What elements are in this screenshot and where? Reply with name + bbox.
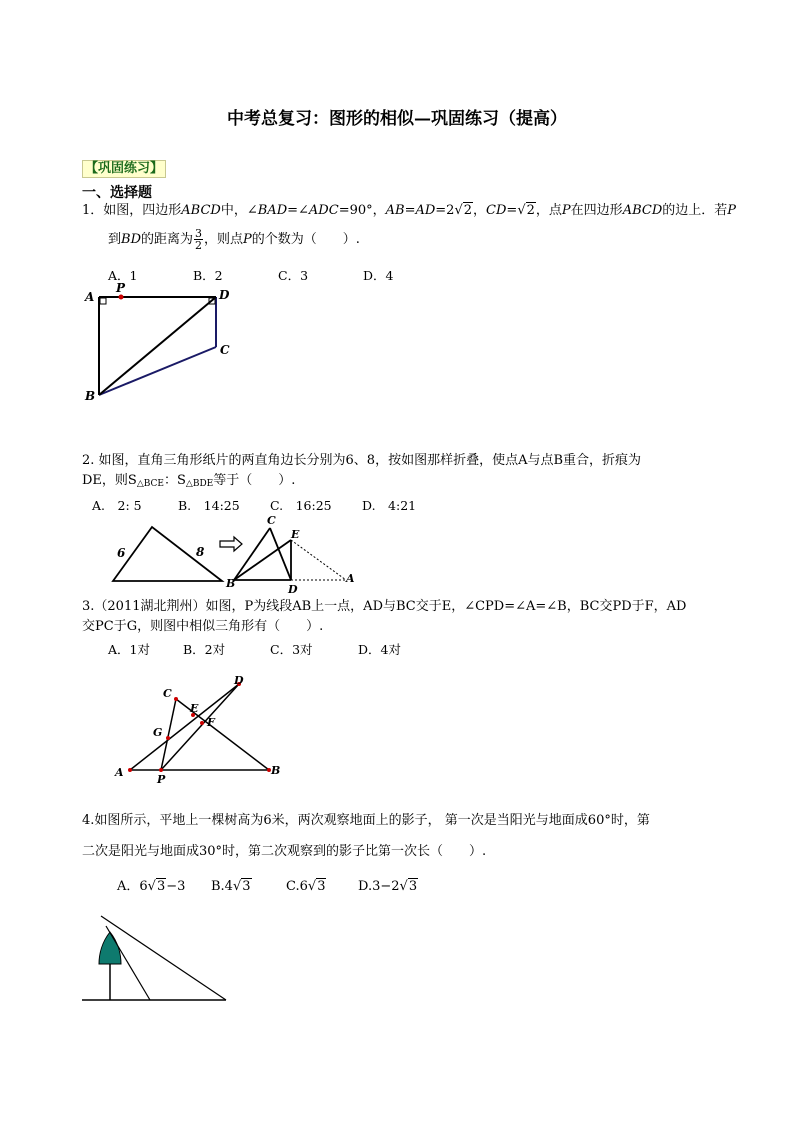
q2-option-a: A. 2: 5 <box>92 498 142 513</box>
section-heading: 一、选择题 <box>82 185 152 201</box>
q4-line1: 4.如图所示，平地上一棵树高为6米，两次观察地面上的影子， 第一次是当阳光与地面成60°时，第 <box>82 813 650 828</box>
q1-option-b: B．2 <box>193 268 223 283</box>
label-six: 6 <box>117 546 126 560</box>
label-d: D <box>288 583 298 596</box>
q4-line2: 二次是阳光与地面成30°时，第二次观察到的影子比第一次长（ ）. <box>82 844 487 859</box>
label-c: C <box>220 343 230 357</box>
q1-option-c: C．3 <box>278 268 309 283</box>
label-b: B <box>271 764 281 777</box>
q1-figure-quadrilateral <box>80 282 250 412</box>
q3-line1: 3.（2011湖北荆州）如图，P为线段AB上一点，AD与BC交于E，∠CPD=∠A=∠B，BC交PD于F，AD <box>82 599 687 614</box>
label-p: P <box>157 773 166 786</box>
q3-option-c: C．3对 <box>270 642 313 657</box>
label-b: B <box>226 577 236 590</box>
q3-figure-similar-triangles <box>110 672 290 784</box>
label-c: C <box>163 687 172 700</box>
q4-option-a: A．6√3−3 <box>117 879 186 894</box>
section-tag: 【巩固练习】 <box>82 160 166 178</box>
q2-line1: 2. 如图，直角三角形纸片的两直角边长分别为6、8，按如图那样折叠，使点A与点B重合，折痕为 <box>82 453 642 468</box>
label-p: P <box>116 281 126 295</box>
q1-option-a: A．1 <box>108 268 138 283</box>
q3-option-a: A．1对 <box>108 642 150 657</box>
q2-option-d: D. 4:21 <box>362 498 417 513</box>
label-eight: 8 <box>196 545 205 559</box>
label-d: D <box>219 288 230 302</box>
q1-line1: 1．如图，四边形ABCD中，∠BAD=∠ADC=90°，AB=AD=2√2，CD=√2，点P在四边形ABCD的边上．若P <box>82 203 737 218</box>
label-a: A <box>346 572 355 585</box>
q3-line2: 交PC于G，则图中相似三角形有（ ）. <box>82 619 324 634</box>
q2-option-b: B. 14:25 <box>178 498 240 513</box>
label-a: A <box>115 766 124 779</box>
label-d: D <box>234 674 244 687</box>
label-f: F <box>207 716 215 729</box>
fraction-three-halves: $\frac{3}{2}$ <box>195 227 203 252</box>
q4-option-d: D.3−2√3 <box>358 879 418 894</box>
tree-icon <box>99 932 121 964</box>
q2-figure-folding <box>110 512 360 594</box>
label-c: C <box>267 514 276 527</box>
q1-option-d: D．4 <box>363 268 394 283</box>
arrow-icon <box>220 537 242 551</box>
q3-option-b: B．2对 <box>183 642 226 657</box>
q2-line2: DE，则$S_{\triangle BCE}$：$S_{\triangle BDE}$等于（ ）. <box>82 473 296 489</box>
q1-line2: 到BD的距离为 $\frac{3}{2}$ ，则点P的个数为（ ）. <box>108 227 360 252</box>
q4-option-b: B.4√3 <box>211 879 251 894</box>
label-b: B <box>85 389 96 403</box>
q4-option-c: C.6√3 <box>286 879 326 894</box>
label-e: E <box>291 528 300 541</box>
page-title: 中考总复习：图形的相似—巩固练习（提高） <box>227 109 567 129</box>
q4-figure-tree-shadow <box>80 912 230 1004</box>
q3-option-d: D．4对 <box>358 642 401 657</box>
label-e: E <box>190 702 199 715</box>
label-g: G <box>153 726 163 739</box>
label-a: A <box>85 290 95 304</box>
q2-option-c: C. 16:25 <box>270 498 332 513</box>
